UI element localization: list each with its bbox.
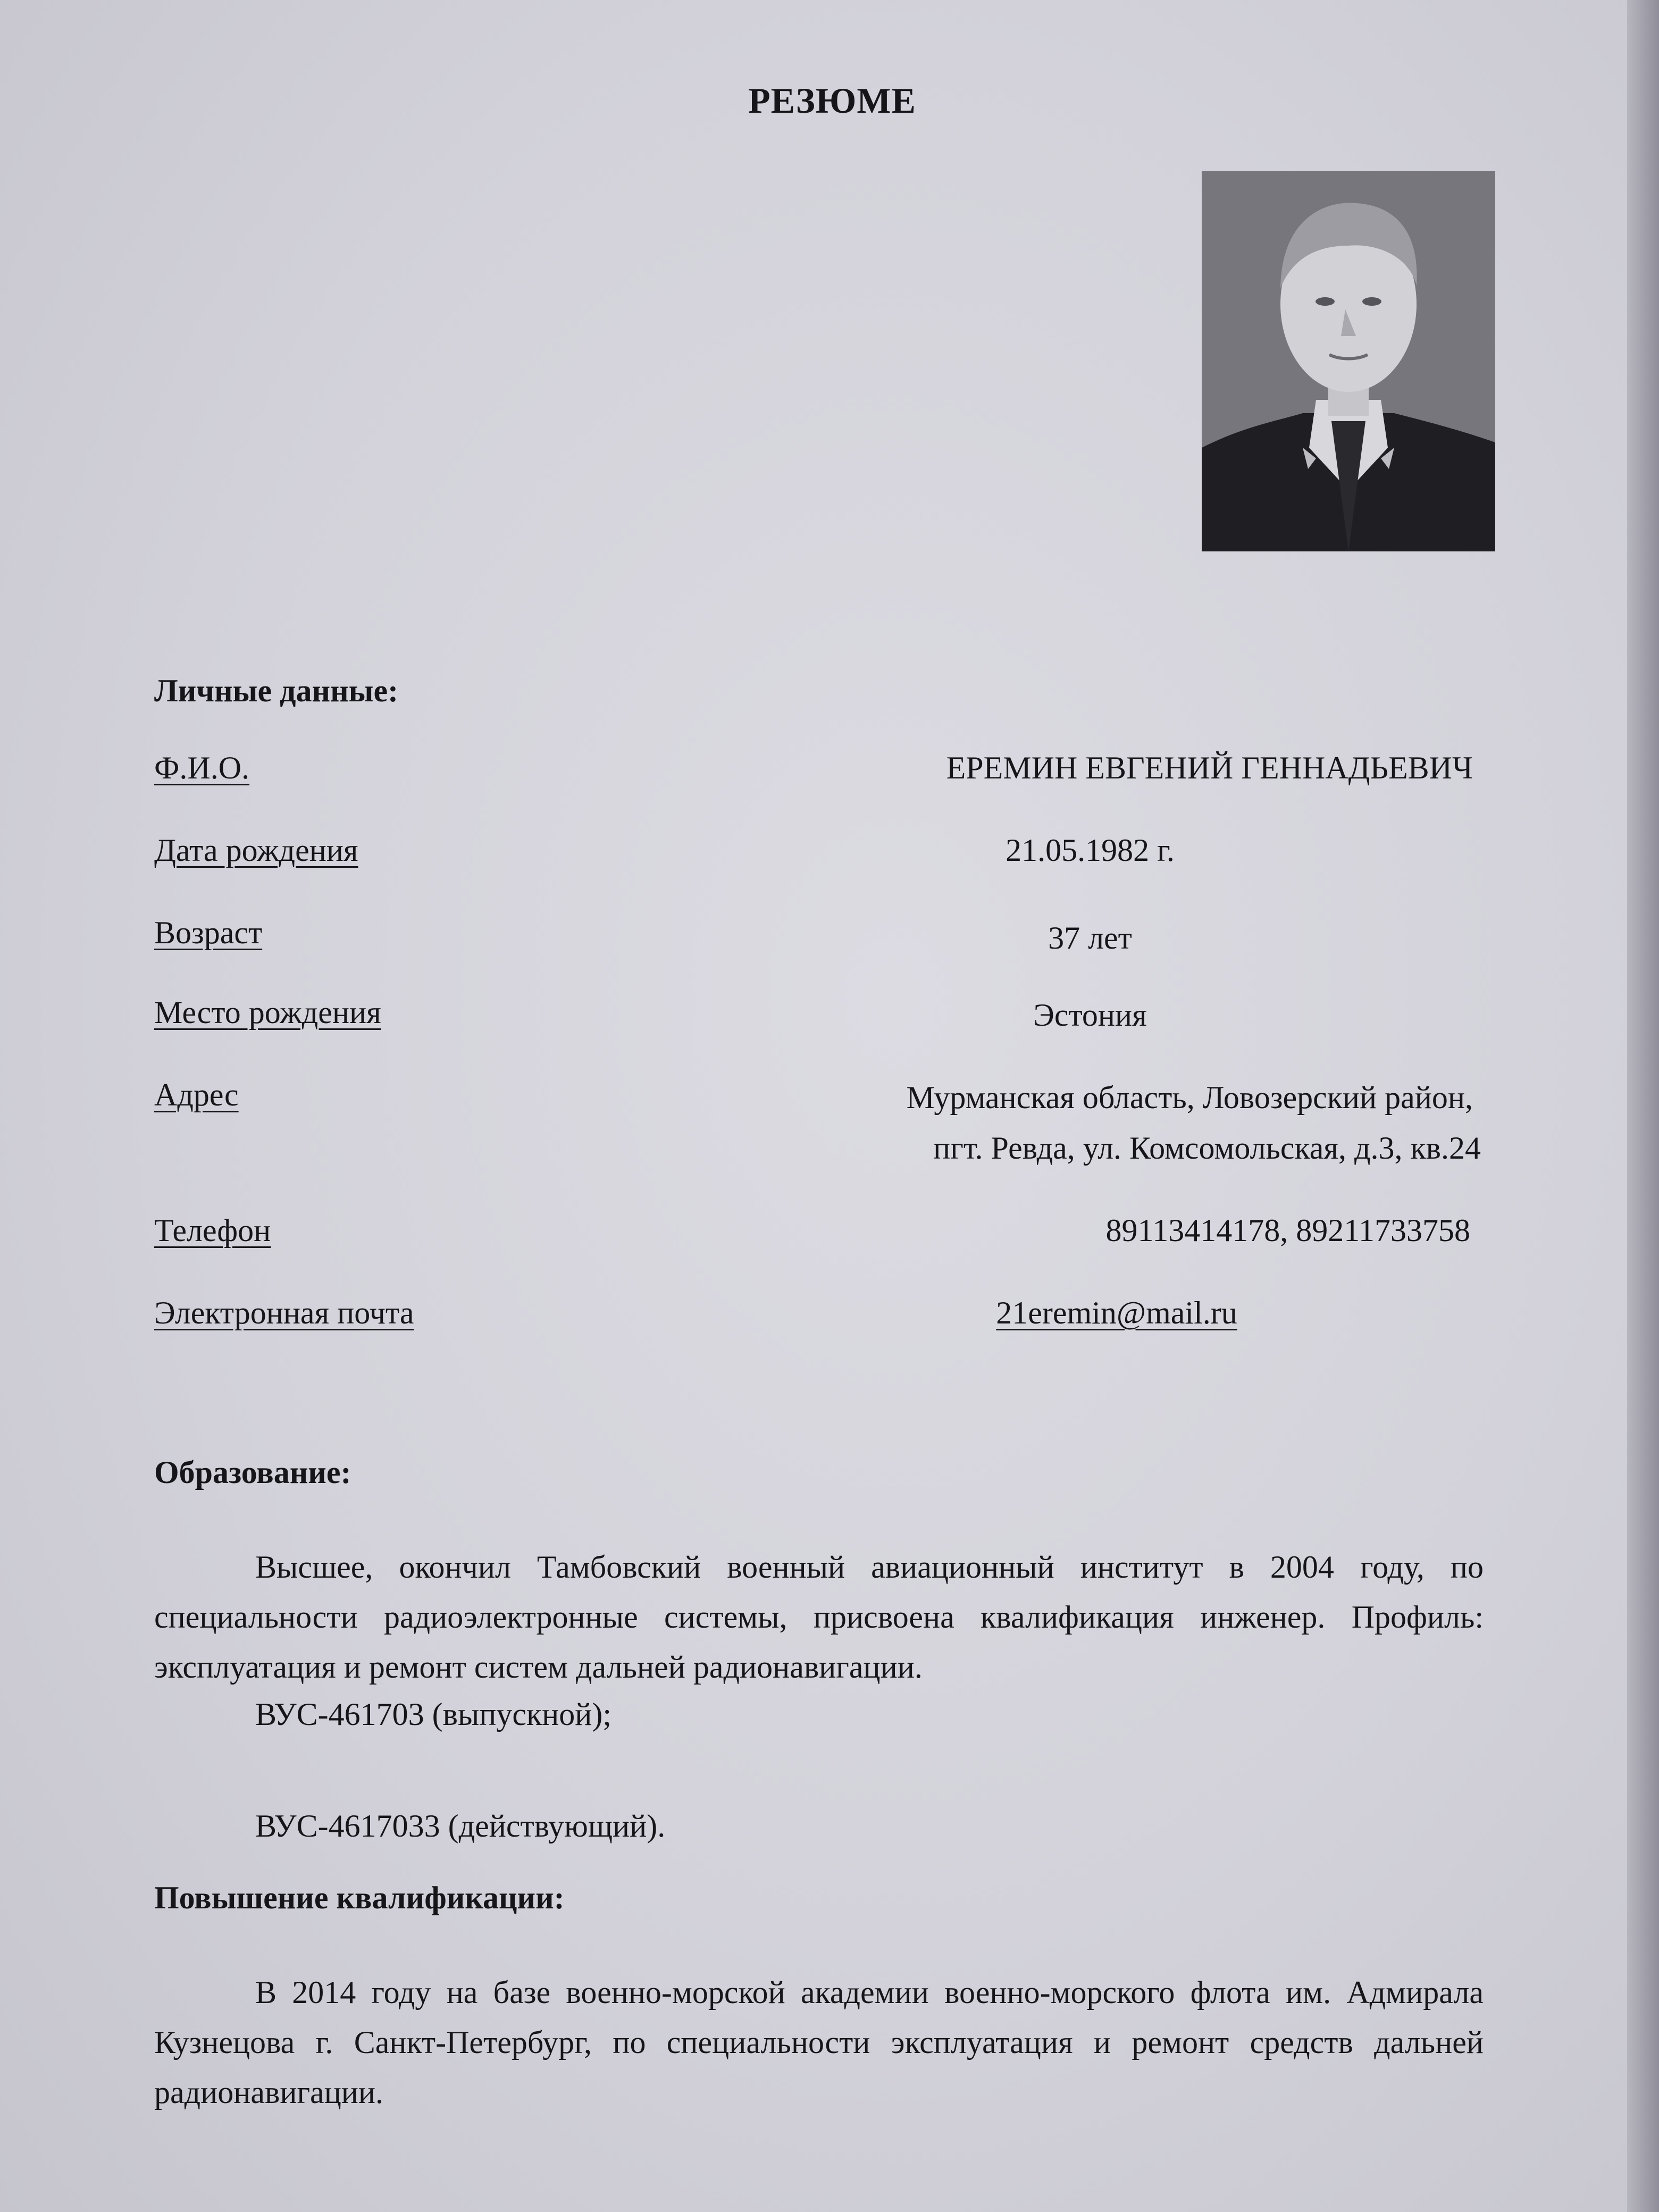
address-value-line1: Мурманская область, Ловозерский район,	[906, 1080, 1473, 1115]
phone-value: 89113414178, 89211733758	[1105, 1213, 1470, 1248]
birthdate-label: Дата рождения	[154, 833, 358, 868]
page-edge-shadow	[1627, 0, 1659, 2212]
email-link[interactable]: 21eremin@mail.ru	[996, 1295, 1237, 1330]
name-label: Ф.И.О.	[154, 750, 250, 785]
vus-current: ВУС-4617033 (действующий).	[255, 1808, 666, 1844]
personal-data-heading: Личные данные:	[154, 673, 399, 708]
vus-graduation: ВУС-461703 (выпускной);	[255, 1697, 612, 1732]
birthplace-label: Место рождения	[154, 995, 381, 1030]
phone-label: Телефон	[154, 1213, 271, 1248]
email-label: Электронная почта	[154, 1295, 414, 1330]
education-heading: Образование:	[154, 1455, 351, 1490]
age-value: 37 лет	[1048, 920, 1132, 956]
address-label: Адрес	[154, 1077, 239, 1112]
birthplace-value: Эстония	[1033, 998, 1147, 1033]
address-value-line2: пгт. Ревда, ул. Комсомольская, д.3, кв.24	[933, 1130, 1481, 1166]
age-label: Возраст	[154, 915, 263, 950]
portrait-photo	[1202, 171, 1495, 551]
education-paragraph: Высшее, окончил Тамбовский военный авиационный институт в 2004 году, по специальности радиоэлектронные системы, присвоена квалификация инженер. Профиль: эксплуатация и ремонт систем дальней радионавигации.	[154, 1549, 1484, 1685]
qualification-paragraph: В 2014 году на базе военно-морской академии военно-морского флота им. Адмирала Кузнецова г. Санкт-Петербург, по специальности эксплуатация и ремонт средств дальней радионавигации.	[154, 1975, 1484, 2110]
qualification-heading: Повышение квалификации:	[154, 1880, 565, 1915]
document-title: РЕЗЮМЕ	[748, 80, 916, 121]
birthdate-value: 21.05.1982 г.	[1006, 833, 1175, 868]
name-value: ЕРЕМИН ЕВГЕНИЙ ГЕННАДЬЕВИЧ	[946, 750, 1473, 785]
